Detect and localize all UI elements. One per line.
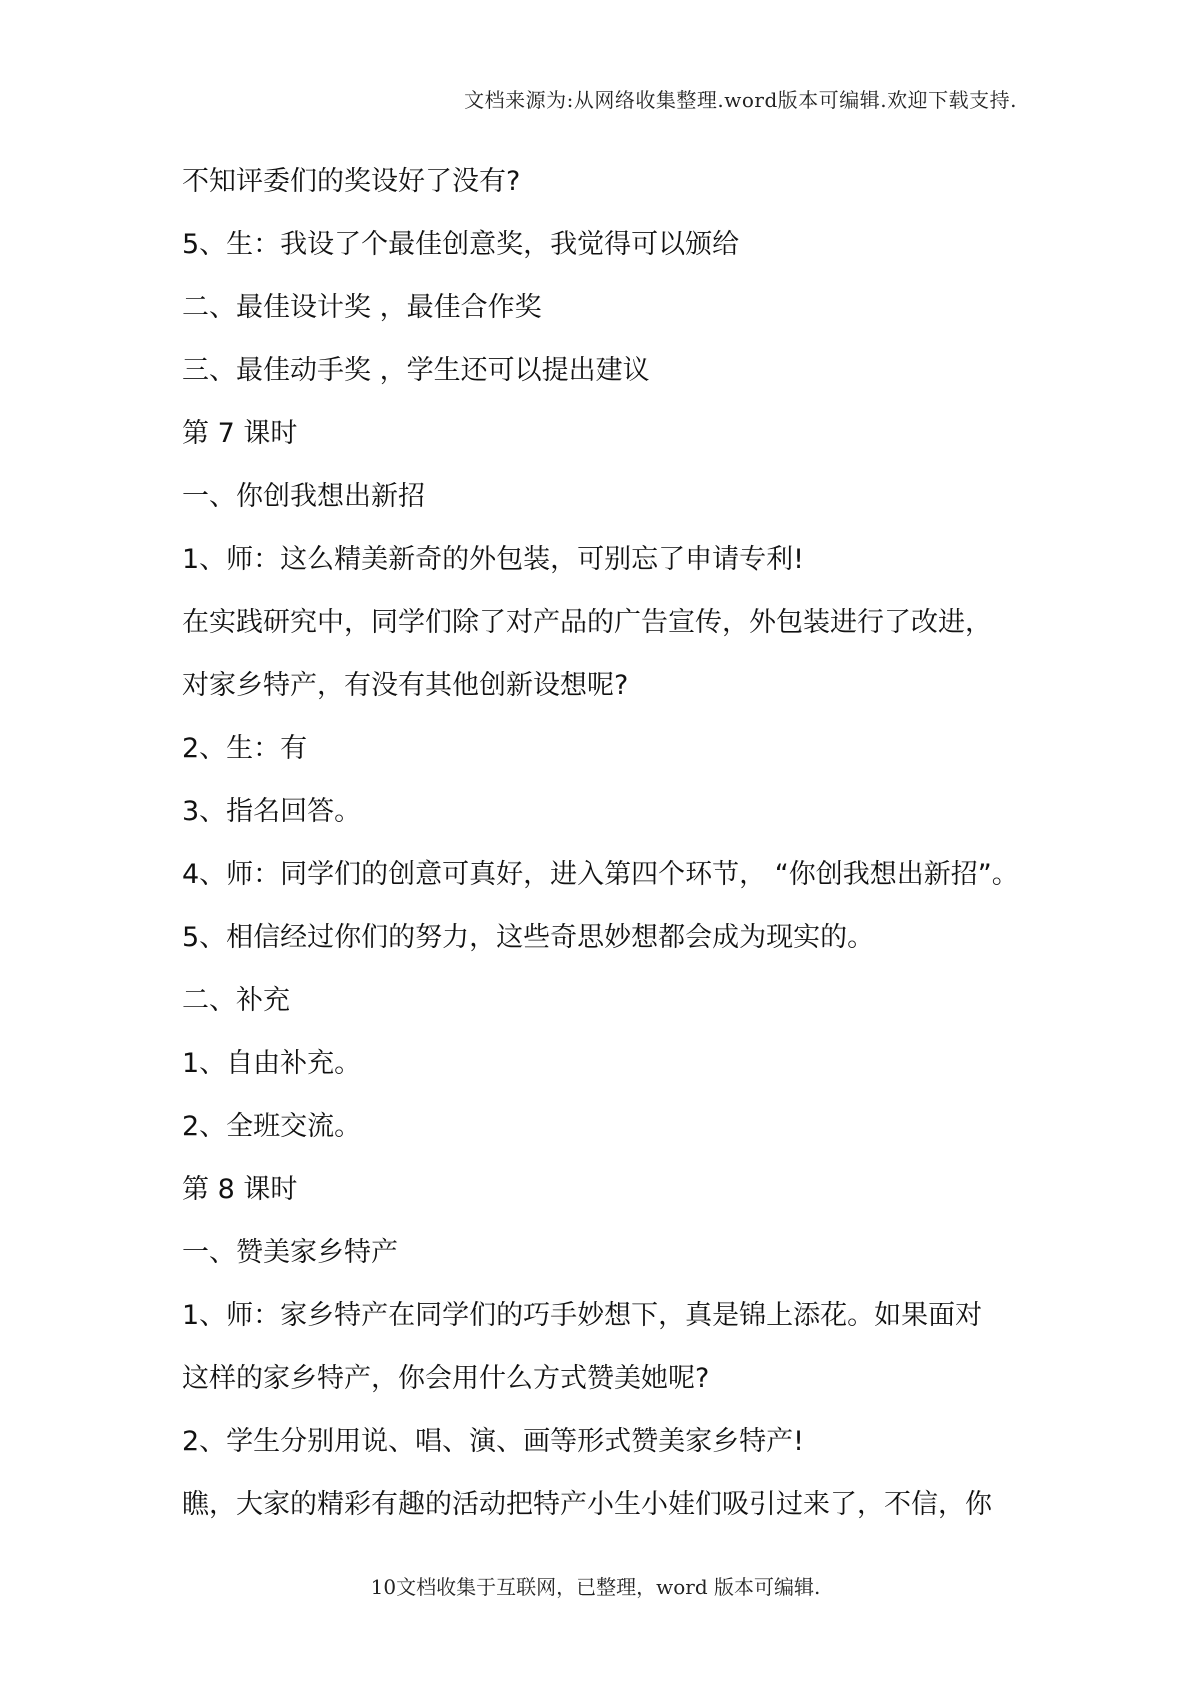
- body-line: 三、最佳动手奖 ，学生还可以提出建议: [182, 355, 650, 386]
- body-line: 对家乡特产，有没有其他创新设想呢?: [182, 670, 629, 701]
- section-heading-lesson-8: 第 8 课时: [182, 1174, 298, 1205]
- body-line: 2、生：有: [182, 733, 308, 764]
- section-heading-lesson-7: 第 7 课时: [182, 418, 298, 449]
- body-line: 1、自由补充。: [182, 1048, 362, 1079]
- body-line: 这样的家乡特产，你会用什么方式赞美她呢?: [182, 1363, 710, 1394]
- body-line: 3、指名回答。: [182, 796, 362, 827]
- body-line: 1、师：这么精美新奇的外包装，可别忘了申请专利!: [182, 544, 805, 575]
- body-line: 1、师：家乡特产在同学们的巧手妙想下，真是锦上添花。如果面对: [182, 1300, 983, 1331]
- body-line: 2、全班交流。: [182, 1111, 362, 1142]
- body-line: 5、相信经过你们的努力，这些奇思妙想都会成为现实的。: [182, 922, 875, 953]
- body-line: 一、你创我想出新招: [182, 481, 425, 512]
- body-line: 二、最佳设计奖 ，最佳合作奖: [182, 292, 542, 323]
- body-line: 在实践研究中，同学们除了对产品的广告宣传，外包装进行了改进，: [182, 607, 992, 638]
- body-line: 2、学生分别用说、唱、演、画等形式赞美家乡特产!: [182, 1426, 805, 1457]
- body-line: 二、补充: [182, 985, 290, 1016]
- body-line: 5、生：我设了个最佳创意奖，我觉得可以颁给: [182, 229, 740, 260]
- body-line: 一、赞美家乡特产: [182, 1237, 398, 1268]
- body-line: 不知评委们的奖设好了没有?: [182, 166, 521, 197]
- document-body: [182, 150, 1032, 1536]
- header-note: 文档来源为:从网络收集整理.word版本可编辑.欢迎下载支持.: [464, 88, 1017, 112]
- footer-note: 10文档收集于互联网，已整理，word 版本可编辑.: [370, 1575, 821, 1599]
- body-line: 瞧，大家的精彩有趣的活动把特产小生小娃们吸引过来了，不信，你: [182, 1489, 992, 1520]
- body-line: 4、师：同学们的创意可真好，进入第四个环节， “你创我想出新招”。: [182, 859, 1019, 890]
